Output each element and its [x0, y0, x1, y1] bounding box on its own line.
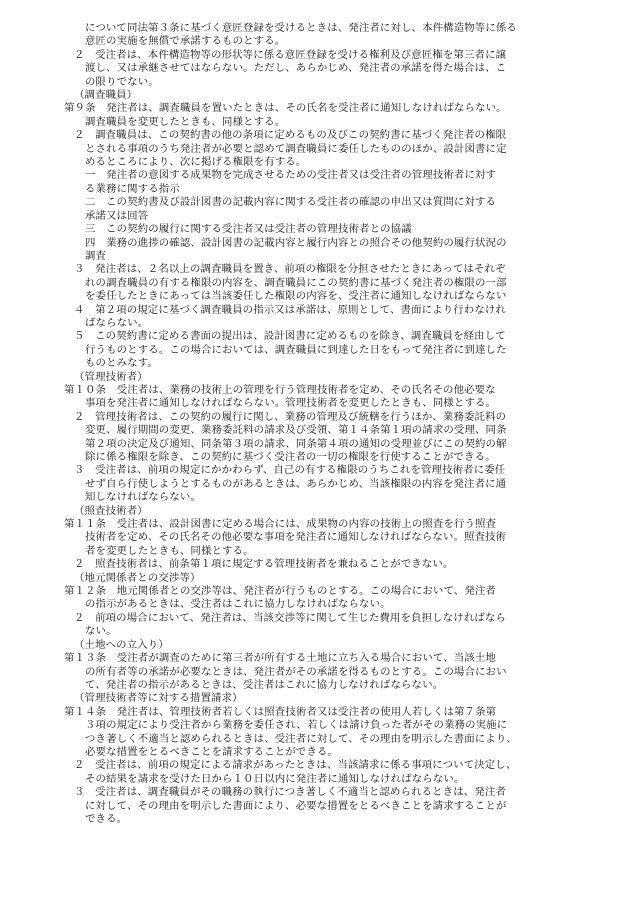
text-line: とされる事項のうち発注者が必要と認めて調査職員に委任したもののほか、設計図書に定	[85, 142, 507, 155]
text-line: ３ 発注者は、２名以上の調査職員を置き、前項の権限を分担させたときにあってはそれぞ	[74, 263, 506, 276]
text-line: ２ 調査職員は、この契約書の他の条項に定めるもの及びこの契約書に基づく発注者の権限	[74, 129, 507, 142]
text-line: （管理技術者等に対する措置請求）	[74, 692, 243, 705]
text-line: て、発注者の指示があるときは、受注者はこれに協力しなければならない。	[85, 678, 444, 691]
text-line: ２ 管理技術者は、この契約の履行に関し、業務の管理及び統轄を行うほか、業務委託料の	[74, 410, 507, 423]
text-line: ２ 照査技術者は、前条第１項に規定する管理技術者を兼ねることができない。	[74, 558, 454, 571]
text-line: ２ 受注者は、前項の規定による請求があったときは、当該請求に係る事項について決定し、	[74, 759, 517, 772]
text-line: 調査職員を変更したときも、同様とする。	[85, 115, 286, 128]
text-line: つき著しく不適当と認められるときは、受注者に対して、その理由を明示した書面により、	[85, 732, 517, 745]
text-line: 第１４条 発注者は、管理技術者若しくは照査技術者又は受注者の使用人若しくは第７条第	[64, 705, 497, 718]
text-line: ３ 受注者は、前項の規定にかかわらず、自己の有する権限のうちこれを管理技術者に委任	[74, 464, 506, 477]
text-line: 四 業務の進捗の確認、設計図書の記載内容と履行内容との照合その他契約の履行状況の	[85, 236, 507, 249]
text-line: （管理技術者）	[74, 370, 148, 383]
text-line: を委任したときにあっては当該委任した権限の内容を、受注者に通知しなければならない	[85, 290, 507, 303]
text-line: れの調査職員の有する権限の内容を、調査職員にこの契約書に基づく発注者の権限の一部	[85, 276, 507, 289]
text-line: る業務に関する指示	[85, 182, 180, 195]
text-line: 承諾又は回答	[85, 209, 149, 222]
text-line: （土地への立入り）	[74, 638, 169, 651]
text-line: 第１１条 受注者は、設計図書に定める場合には、成果物の内容の技術上の照査を行う照査	[64, 518, 497, 531]
text-line: の所有者等の承諾が必要なときは、発注者がその承諾を得るものとする。この場合におい	[85, 665, 507, 678]
text-line: ２ 受注者は、本件構造物等の形状等に係る意匠登録を受ける権利及び意匠権を第三者に譲	[74, 48, 507, 61]
text-line: 二 この契約書及び設計図書の記載内容に関する受注者の確認の申出又は質問に対する	[85, 196, 497, 209]
text-line: 行うものとする。この場合においては、調査職員に到達した日をもって発注者に到達した	[85, 343, 507, 356]
text-line: の指示があるときは、受注者はこれに協力しなければならない。	[85, 598, 391, 611]
text-line: 変更、履行期間の変更、業務委託料の請求及び受領、第１４条第１項の請求の受理、同条	[85, 424, 507, 437]
text-line: （照査技術者）	[74, 504, 148, 517]
text-line: 除に係る権限を除き、この契約に基づく受注者の一切の権限を行使することができる。	[85, 451, 496, 463]
text-line: ３項の規定により受注者から業務を委任され、若しくは請け負った者がその業務の実施に	[85, 719, 508, 732]
text-line: 第１３条 受注者が調査のために第三者が所有する土地に立ち入る場合において、当該土地	[64, 652, 496, 665]
text-line: 第１２条 地元関係者との交渉等は、発注者が行うものとする。この場合において、発注者	[64, 585, 496, 598]
text-line: 知しなければならない。	[85, 491, 201, 504]
text-line: ものとみなす。	[85, 357, 158, 370]
text-line: について同法第３条に基づく意匠登録を受けるときは、発注者に対し、本件構造物等に係る	[85, 22, 517, 34]
text-line: その結果を請求を受けた日から１０日以内に発注者に通知しなければならない。	[85, 772, 465, 785]
text-line: せず自ら行使しようとするものがあるときは、あらかじめ、当該権限の内容を発注者に通	[85, 477, 507, 490]
text-line: できる。	[85, 812, 128, 825]
text-line: 意匠の実施を無償で承諾するものとする。	[85, 35, 286, 48]
text-line: 三 この契約の履行に関する受注者又は受注者の管理技術者との協議	[85, 223, 412, 236]
text-line: めるところにより、次に掲げる権限を有する。	[85, 156, 307, 169]
text-line: の限りでない。	[85, 75, 159, 88]
text-line: 第１０条 受注者は、業務の技術上の管理を行う管理技術者を定め、その氏名その他必要な	[64, 383, 496, 396]
text-line: 第２項の決定及び通知、同条第３項の請求、同条第４項の通知の受理並びにこの契約の解	[85, 437, 507, 450]
text-line: ２ 前項の場合において、発注者は、当該交渉等に関して生じた費用を負担しなければなら	[74, 611, 506, 624]
text-line: 調査	[85, 249, 107, 262]
text-line: ４ 第２項の規定に基づく調査職員の指示又は承諾は、原則として、書面により行わなけれ	[74, 303, 506, 316]
text-line: （地元関係者との交渉等）	[74, 571, 201, 584]
text-line: に対して、その理由を明示した書面により、必要な措置をとるべきことを請求することが	[85, 799, 507, 812]
text-line: （調査職員）	[74, 89, 138, 102]
text-line: 必要な措置をとるべきことを請求することができる。	[85, 745, 338, 758]
text-line: 第９条 発注者は、調査職員を置いたときは、その氏名を受注者に通知しなければならない。	[64, 102, 507, 115]
text-line: 事項を発注者に通知しなければならない。管理技術者を変更したときも、同様とする。	[85, 397, 497, 410]
text-line: ５ この契約書に定める書面の提出は、設計図書に定めるものを除き、調査職員を経由して	[74, 330, 506, 343]
text-line: ３ 受注者は、調査職員がその職務の執行につき著しく不適当と認められるときは、発注者	[74, 786, 506, 799]
text-line: 技術者を定め、その氏名その他必要な事項を発注者に通知しなければならない。照査技術	[85, 531, 507, 544]
text-line: 一 発注者の意図する成果物を完成させるための受注者又は受注者の管理技術者に対す	[85, 169, 497, 182]
text-line: ない。	[85, 625, 117, 638]
text-line: 渡し、又は承継させてはならない。ただし、あらかじめ、発注者の承諾を得た場合は、こ	[85, 62, 507, 75]
text-line: 者を変更したときも、同様とする。	[85, 544, 254, 557]
text-line: ばならない。	[85, 316, 149, 329]
